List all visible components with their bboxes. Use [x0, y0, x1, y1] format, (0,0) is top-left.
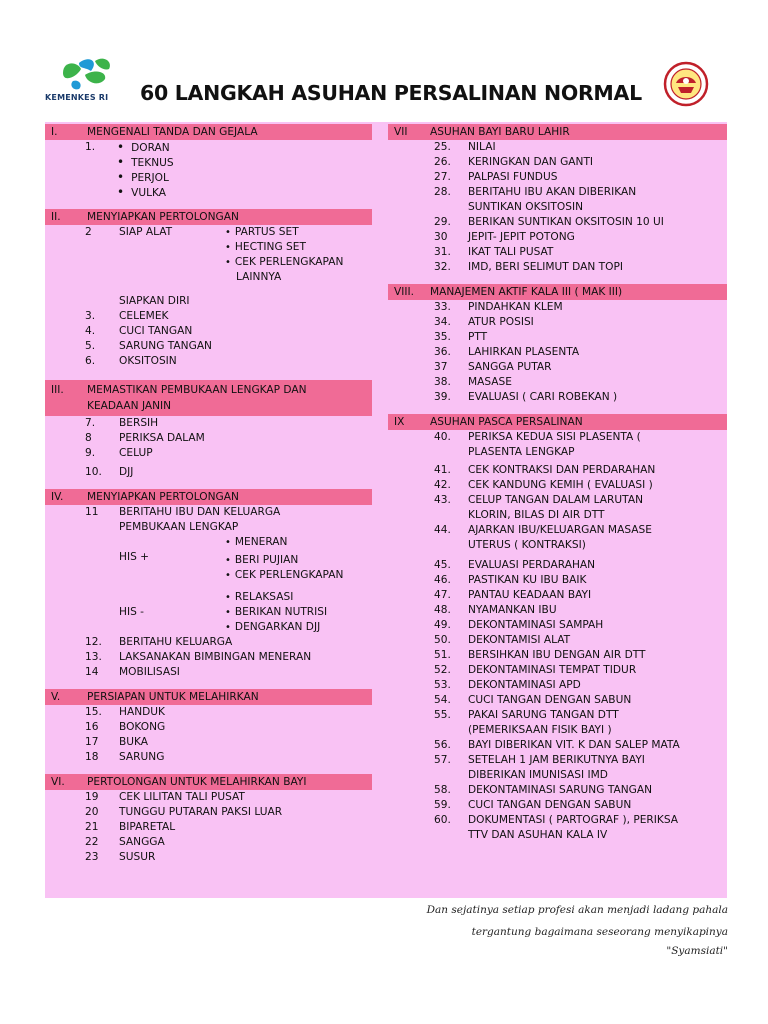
list-item — [388, 723, 727, 738]
list-item — [45, 750, 372, 765]
section-header — [45, 774, 372, 790]
step-number: 16 — [85, 721, 99, 733]
list-item — [388, 230, 727, 245]
list-item — [388, 663, 727, 678]
list-item — [45, 620, 372, 635]
list-item — [388, 430, 727, 445]
step-number: 51. — [434, 649, 451, 661]
step-number: 3. — [85, 310, 96, 322]
step-text: DEKONTAMINASI SAMPAH — [468, 619, 604, 631]
step-text-cont: TTV DAN ASUHAN KALA IV — [468, 829, 608, 841]
bullet-item: • CEK PERLENGKAPAN — [225, 568, 343, 583]
step-number: 2 — [85, 226, 92, 238]
step-number: 52. — [434, 664, 451, 676]
section-number: IV. — [51, 491, 64, 503]
step-text: SANGGA — [119, 836, 165, 848]
step-number: 45. — [434, 559, 451, 571]
section-title: ASUHAN PASCA PERSALINAN — [430, 416, 583, 428]
quote-line-1: Dan sejatinya setiap profesi akan menjadi ladang pahala — [426, 904, 728, 916]
section-number: IX — [394, 416, 405, 428]
list-item — [45, 850, 372, 865]
step-number: 32. — [434, 261, 451, 273]
kemenkes-logo — [45, 55, 135, 105]
list-item — [388, 618, 727, 633]
kemenkes-logo-icon — [55, 55, 117, 91]
step-number: 30 — [434, 231, 448, 243]
step-text: BERITAHU KELUARGA — [119, 636, 233, 648]
step-text: TUNGGU PUTARAN PAKSI LUAR — [119, 806, 283, 818]
step-text: SIAP ALAT — [119, 226, 173, 238]
list-item — [45, 294, 372, 309]
list-item — [388, 768, 727, 783]
list-item — [45, 155, 372, 170]
step-text: SUSUR — [119, 851, 156, 863]
step-number: 38. — [434, 376, 451, 388]
list-item — [45, 535, 372, 550]
step-text-cont: DIBERIKAN IMUNISASI IMD — [468, 769, 608, 781]
step-text: CELUP TANGAN DALAM LARUTAN — [468, 494, 643, 506]
list-item — [45, 520, 372, 535]
step-number: 15. — [85, 706, 102, 718]
bullet-item: • VULKA — [117, 185, 166, 201]
section-header — [388, 414, 727, 430]
step-text: CELUP — [119, 447, 153, 459]
section-number: V. — [51, 691, 61, 703]
step-text: PERIKSA DALAM — [119, 432, 205, 444]
section-header — [388, 124, 727, 140]
list-item — [388, 588, 727, 603]
list-item — [388, 493, 727, 508]
step-number: 29. — [434, 216, 451, 228]
step-text: BERSIH — [119, 417, 159, 429]
list-item — [45, 354, 372, 369]
list-item — [388, 708, 727, 723]
his-minus-label: HIS - — [119, 606, 145, 618]
his-plus-label: HIS + — [119, 551, 150, 563]
bullet-item: • PARTUS SET — [225, 225, 299, 240]
org-name: KEMENKES RI — [45, 93, 109, 102]
step-text: IMD, BERI SELIMUT DAN TOPI — [468, 261, 623, 273]
list-item — [388, 813, 727, 828]
step-text: LAKSANAKAN BIMBINGAN MENERAN — [119, 651, 312, 663]
list-item — [388, 798, 727, 813]
bullet-item: • DORAN — [117, 140, 170, 156]
step-number: 40. — [434, 431, 451, 443]
list-item — [388, 693, 727, 708]
step-text: EVALUASI PERDARAHAN — [468, 559, 596, 571]
list-item — [388, 738, 727, 753]
list-item — [388, 603, 727, 618]
bullet-item: • RELAKSASI — [225, 590, 293, 605]
step-number: 11 — [85, 506, 99, 518]
list-item — [388, 140, 727, 155]
section-title: MENYIAPKAN PERTOLONGAN — [87, 491, 239, 503]
list-item — [45, 431, 372, 446]
list-item — [45, 185, 372, 200]
list-item — [45, 820, 372, 835]
step-number: 58. — [434, 784, 451, 796]
list-item — [45, 805, 372, 820]
list-item — [45, 140, 372, 155]
step-text: CUCI TANGAN DENGAN SABUN — [468, 799, 632, 811]
bullet-item: • CEK PERLENGKAPAN — [225, 255, 343, 270]
section-number: I. — [51, 126, 58, 138]
step-text: DEKONTAMINASI TEMPAT TIDUR — [468, 664, 637, 676]
section-number: III. — [51, 384, 64, 396]
list-item — [45, 170, 372, 185]
list-item — [388, 375, 727, 390]
list-item — [45, 635, 372, 650]
section-number: II. — [51, 211, 61, 223]
step-text: MASASE — [468, 376, 512, 388]
section-number: VIII. — [394, 286, 414, 298]
list-item — [45, 324, 372, 339]
list-item — [45, 565, 372, 580]
section-header — [45, 380, 372, 416]
bullet-item: • DENGARKAN DJJ — [225, 620, 320, 635]
section-title — [87, 382, 372, 414]
quote-line-2: tergantung bagaimana seseorang menyikapinya — [471, 926, 728, 938]
list-item — [45, 270, 372, 285]
step-number: 42. — [434, 479, 451, 491]
bullet-item: • BERIKAN NUTRISI — [225, 605, 327, 620]
step-text: OKSITOSIN — [119, 355, 177, 367]
step-text-cont: (PEMERIKSAAN FISIK BAYI ) — [468, 724, 612, 736]
step-number: 1. — [85, 141, 96, 153]
list-item — [388, 360, 727, 375]
step-text: PAKAI SARUNG TANGAN DTT — [468, 709, 619, 721]
step-text: NILAI — [468, 141, 496, 153]
step-number: 39. — [434, 391, 451, 403]
list-item — [45, 650, 372, 665]
list-item — [45, 255, 372, 270]
step-text: HANDUK — [119, 706, 165, 718]
bullet-item: • BERI PUJIAN — [225, 553, 298, 568]
step-number: 23 — [85, 851, 99, 863]
step-text: CELEMEK — [119, 310, 169, 322]
list-item — [388, 185, 727, 200]
bullet-item-cont: LAINNYA — [236, 271, 282, 283]
step-text: CEK KONTRAKSI DAN PERDARAHAN — [468, 464, 656, 476]
list-item — [45, 590, 372, 605]
list-item — [388, 478, 727, 493]
step-text: CUCI TANGAN — [119, 325, 193, 337]
step-text: BERIKAN SUNTIKAN OKSITOSIN 10 UI — [468, 216, 664, 228]
step-number: 9. — [85, 447, 96, 459]
step-number: 41. — [434, 464, 451, 476]
section-9 — [388, 414, 727, 843]
step-number: 43. — [434, 494, 451, 506]
step-number: 5. — [85, 340, 96, 352]
list-item — [388, 463, 727, 478]
section-number: VII — [394, 126, 408, 138]
bullet-item: • PERJOL — [117, 170, 169, 186]
list-item — [388, 753, 727, 768]
step-number: 55. — [434, 709, 451, 721]
list-item — [45, 735, 372, 750]
step-text: SETELAH 1 JAM BERIKUTNYA BAYI — [468, 754, 645, 766]
list-item — [388, 345, 727, 360]
list-item — [45, 705, 372, 720]
step-number: 47. — [434, 589, 451, 601]
step-number: 22 — [85, 836, 99, 848]
step-text: NYAMANKAN IBU — [468, 604, 557, 616]
step-number: 4. — [85, 325, 96, 337]
step-text-cont: KLORIN, BILAS DI AIR DTT — [468, 509, 605, 521]
step-text: JEPIT- JEPIT POTONG — [468, 231, 575, 243]
step-number: 49. — [434, 619, 451, 631]
step-text: PERIKSA KEDUA SISI PLASENTA ( — [468, 431, 641, 443]
list-item — [388, 558, 727, 573]
step-number: 12. — [85, 636, 102, 648]
step-number: 28. — [434, 186, 451, 198]
list-item — [388, 200, 727, 215]
header — [45, 55, 727, 115]
list-item — [388, 508, 727, 523]
step-text: AJARKAN IBU/KELUARGAN MASASE — [468, 524, 652, 536]
step-text: ATUR POSISI — [468, 316, 534, 328]
step-number: 6. — [85, 355, 96, 367]
section-title-line1: MEMASTIKAN PEMBUKAAN LENGKAP DAN — [87, 384, 307, 396]
step-number: 50. — [434, 634, 451, 646]
step-text: MOBILISASI — [119, 666, 180, 678]
step-text: DJJ — [119, 466, 134, 478]
step-text: EVALUASI ( CARI ROBEKAN ) — [468, 391, 618, 403]
step-number: 13. — [85, 651, 102, 663]
step-number: 46. — [434, 574, 451, 586]
section-title-line2: KEADAAN JANIN — [87, 400, 172, 412]
step-text: BOKONG — [119, 721, 166, 733]
quote-author: "Syamsiati" — [666, 945, 728, 957]
step-number: 17 — [85, 736, 99, 748]
step-number: 37 — [434, 361, 448, 373]
list-item — [45, 605, 372, 620]
list-item — [388, 155, 727, 170]
step-text: BERITAHU IBU AKAN DIBERIKAN — [468, 186, 637, 198]
ibi-emblem — [663, 61, 709, 111]
step-text-cont: SUNTIKAN OKSITOSIN — [468, 201, 584, 213]
step-text: PINDAHKAN KLEM — [468, 301, 563, 313]
step-number: 59. — [434, 799, 451, 811]
section-header — [45, 209, 372, 225]
step-number: 27. — [434, 171, 451, 183]
list-item — [45, 416, 372, 431]
step-number: 31. — [434, 246, 451, 258]
list-item — [388, 538, 727, 553]
section-title: ASUHAN BAYI BARU LAHIR — [430, 126, 570, 138]
step-number: 57. — [434, 754, 451, 766]
step-number: 53. — [434, 679, 451, 691]
step-number: 7. — [85, 417, 96, 429]
list-item — [388, 678, 727, 693]
section-7 — [388, 124, 727, 284]
list-item — [45, 835, 372, 850]
list-item — [45, 665, 372, 680]
step-text: BAYI DIBERIKAN VIT. K DAN SALEP MATA — [468, 739, 680, 751]
section-title: PERSIAPAN UNTUK MELAHIRKAN — [87, 691, 259, 703]
section-header — [45, 689, 372, 705]
section-2 — [45, 209, 372, 380]
list-item — [388, 260, 727, 275]
list-item — [45, 339, 372, 354]
step-number: 20 — [85, 806, 99, 818]
step-number: 25. — [434, 141, 451, 153]
step-text: CEK KANDUNG KEMIH ( EVALUASI ) — [468, 479, 653, 491]
step-number: 18 — [85, 751, 99, 763]
bullet-item: • HECTING SET — [225, 240, 306, 255]
step-text: IKAT TALI PUSAT — [468, 246, 554, 258]
right-column — [388, 124, 727, 843]
list-item — [388, 828, 727, 843]
list-item — [388, 390, 727, 405]
step-number: 34. — [434, 316, 451, 328]
list-item — [45, 790, 372, 805]
section-title: MENYIAPKAN PERTOLONGAN — [87, 211, 239, 223]
list-item — [388, 215, 727, 230]
step-number: 8 — [85, 432, 92, 444]
list-item — [388, 300, 727, 315]
step-text: DOKUMENTASI ( PARTOGRAF ), PERIKSA — [468, 814, 679, 826]
step-text: CEK LILITAN TALI PUSAT — [119, 791, 245, 803]
section-8 — [388, 284, 727, 414]
section-1 — [45, 124, 372, 209]
list-item — [45, 240, 372, 255]
list-item — [45, 550, 372, 565]
list-item — [388, 648, 727, 663]
list-item — [45, 309, 372, 324]
step-number: 44. — [434, 524, 451, 536]
step-text: BERITAHU IBU DAN KELUARGA — [119, 506, 281, 518]
step-text-cont: UTERUS ( KONTRAKSI) — [468, 539, 586, 551]
page-title: 60 LANGKAH ASUHAN PERSALINAN NORMAL — [140, 81, 642, 105]
step-text: DEKONTAMINASI APD — [468, 679, 581, 691]
list-item — [45, 465, 372, 480]
list-item — [45, 446, 372, 461]
bullet-item: • MENERAN — [225, 535, 287, 550]
step-number: 33. — [434, 301, 451, 313]
step-number: 19 — [85, 791, 99, 803]
section-title: MANAJEMEN AKTIF KALA III ( MAK III) — [430, 286, 623, 298]
section-5 — [45, 689, 372, 774]
left-column — [45, 124, 372, 865]
step-text: CUCI TANGAN DENGAN SABUN — [468, 694, 632, 706]
step-text: KERINGKAN DAN GANTI — [468, 156, 594, 168]
step-text: PALPASI FUNDUS — [468, 171, 558, 183]
step-text: SARUNG — [119, 751, 165, 763]
step-number: 21 — [85, 821, 99, 833]
step-number: 60. — [434, 814, 451, 826]
step-text: BIPARETAL — [119, 821, 176, 833]
section-title: PERTOLONGAN UNTUK MELAHIRKAN BAYI — [87, 776, 307, 788]
step-text: DEKONTAMISI ALAT — [468, 634, 571, 646]
list-item — [388, 573, 727, 588]
step-number: 26. — [434, 156, 451, 168]
section-6 — [45, 774, 372, 865]
list-item — [388, 445, 727, 460]
list-item — [388, 315, 727, 330]
step-text: PTT — [468, 331, 488, 343]
list-item — [388, 523, 727, 538]
section-3 — [45, 380, 372, 489]
step-text-cont: PEMBUKAAN LENGKAP — [119, 521, 239, 533]
step-text-cont: PLASENTA LENGKAP — [468, 446, 575, 458]
ibi-emblem-icon — [663, 61, 709, 107]
steps-panel — [45, 122, 727, 898]
step-text: PANTAU KEADAAN BAYI — [468, 589, 592, 601]
section-header — [45, 124, 372, 140]
step-number: 48. — [434, 604, 451, 616]
sub-heading: SIAPKAN DIRI — [119, 295, 190, 307]
step-text: PASTIKAN KU IBU BAIK — [468, 574, 587, 586]
step-number: 36. — [434, 346, 451, 358]
section-header — [45, 489, 372, 505]
step-number: 35. — [434, 331, 451, 343]
step-text: SARUNG TANGAN — [119, 340, 212, 352]
step-text: SANGGA PUTAR — [468, 361, 552, 373]
bullet-item: • TEKNUS — [117, 155, 174, 171]
step-text: LAHIRKAN PLASENTA — [468, 346, 580, 358]
list-item — [45, 505, 372, 520]
section-4 — [45, 489, 372, 689]
list-item — [388, 245, 727, 260]
section-number: VI. — [51, 776, 65, 788]
step-text: DEKONTAMINASI SARUNG TANGAN — [468, 784, 653, 796]
list-item — [45, 225, 372, 240]
section-header — [388, 284, 727, 300]
list-item — [388, 633, 727, 648]
step-number: 10. — [85, 466, 102, 478]
section-title: MENGENALI TANDA DAN GEJALA — [87, 126, 258, 138]
step-text: BUKA — [119, 736, 149, 748]
list-item — [388, 170, 727, 185]
list-item — [388, 330, 727, 345]
list-item — [388, 783, 727, 798]
step-number: 56. — [434, 739, 451, 751]
step-number: 54. — [434, 694, 451, 706]
step-text: BERSIHKAN IBU DENGAN AIR DTT — [468, 649, 646, 661]
step-number: 14 — [85, 666, 99, 678]
list-item — [45, 720, 372, 735]
